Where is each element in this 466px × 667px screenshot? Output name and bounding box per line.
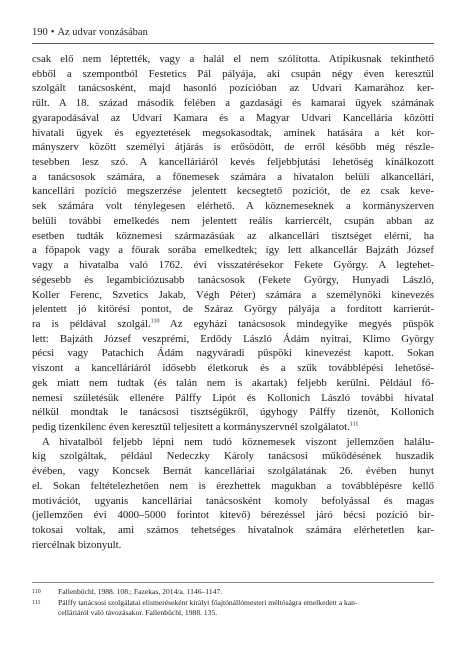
paragraph-line: [32, 170, 434, 185]
line-text: belüli további emelkedés nem jelentett reális karriercélt, csupán abban az: [32, 214, 434, 227]
paragraph-line: [32, 111, 434, 126]
footnote: [32, 598, 434, 609]
line-text: évében, vagy Koncsek Bernát kancelláriai szolgálatának 26. évében hunyt: [32, 465, 434, 478]
line-text: a tanácsosok számára, a főnemesek számára a hivatalon belüli alkancellári,: [32, 170, 434, 183]
paragraph-line: [32, 449, 434, 464]
line-text: sek számára volt ténylegesen elérhető. A köznemeseknek a kormányszerven: [32, 200, 434, 213]
line-text: vagy a hivatalba való 1762. évi visszatérésekor Fekete György. A legtehet-: [32, 259, 434, 272]
footnote-number: 111: [32, 599, 41, 606]
line-text: szolgált tanácsosként, majd hasonló pozícióban az Udvari Kamarához ker-: [32, 82, 434, 95]
paragraph-line: [32, 199, 434, 214]
running-title: Az udvar vonzásában: [57, 27, 148, 38]
paragraph-line: [32, 523, 434, 538]
paragraph-line: [32, 479, 434, 494]
line-text: (jellemzően évi 4000–5000 forintot kitevő) bérezéssel járó bécsi pozíció bir-: [32, 509, 434, 522]
paragraph-line: [32, 67, 434, 82]
line-text: jelentett jó kitörési pontot, de Száraz György pályája a fordított karrierút-: [32, 303, 434, 316]
paragraph-line: [32, 229, 434, 244]
paragraph-line: [32, 96, 434, 111]
line-text: motivációt, ugyanis kancelláriai tanácsosként komoly befolyással és magas: [32, 494, 434, 507]
line-text-tail: Az egyházi tanácsosok mindegyike megyés püspök: [159, 317, 434, 330]
line-text: ségesebb és legambiciózusabb tanácsosok (Fekete György, Hunyadi László,: [32, 273, 434, 286]
line-text: pedig tizenkilenc éven keresztül teljesített a kormányszervnél szolgálatot.: [32, 420, 350, 433]
line-text: esetben tudták köznemesi származásúak az alkancellári tisztséget elérni, ha: [32, 229, 434, 242]
paragraph-line: [32, 302, 434, 317]
footnote-text: celláriáról való távozásakor. Fallenbüchl, 1988. 135.: [58, 608, 218, 617]
paragraph-line: [32, 214, 434, 229]
footnote-reference[interactable]: 111: [349, 421, 359, 428]
line-text: Koller Ferenc, Szvetics Jakab, Végh Péter) számára a személynöki kinevezés: [32, 288, 434, 301]
paragraph-line: [32, 258, 434, 273]
footnote-reference[interactable]: 110: [150, 318, 160, 325]
line-text: nélkül mondtak le tanácsosi tisztségükről, úgyhogy Pálffy tizenöt, Kollonich: [32, 406, 434, 419]
footnote: [32, 587, 434, 598]
paragraph-line: [32, 494, 434, 509]
line-text: viszont a kancelláriáról idősebb életkoruk és a szűk továbblépési lehetősé-: [32, 362, 434, 375]
line-text: gek miatt nem tudtak (és talán nem is akartak) feljebb kerülni. Például fő-: [32, 376, 434, 389]
line-text: A hivatalból feljebb lépni nem tudó köznemesek viszont jellemzően halálu-: [42, 435, 434, 448]
body-text: [32, 52, 434, 552]
footnote: [32, 608, 434, 619]
paragraph-line: [32, 52, 434, 67]
paragraph-line: [32, 126, 434, 141]
paragraph-line: [32, 361, 434, 376]
page-number: 190: [32, 27, 48, 38]
line-text: el. Sokan feltételezhetően nem is érezhettek magukban a továbblépésre kellő: [32, 479, 434, 492]
paragraph-line: [32, 140, 434, 155]
running-header: [32, 26, 434, 44]
line-text: csak elő nem léptették, vagy a halál el nem szólította. Atipikusnak tekinthető: [32, 53, 434, 65]
line-text: mányszerv között személyi átjárás is erősödött, de erről később még részle-: [32, 141, 434, 154]
header-separator: •: [50, 27, 55, 38]
line-text: nemesi születésük ellenére Pálffy Lipót és Kollonich László további hivatal: [32, 391, 434, 404]
paragraph-line: [32, 273, 434, 288]
paragraph-line: [32, 346, 434, 361]
paragraph-line: [32, 243, 434, 258]
line-text: tokosai voltak, ami számos tehetséges hivatalnok számára elérhetetlen kar-: [32, 524, 434, 536]
paragraph-line: [32, 317, 434, 332]
line-text: ra is példával szolgál.: [32, 317, 151, 330]
paragraph-line: [32, 538, 434, 553]
paragraph-line: [32, 376, 434, 391]
paragraph-line: [32, 81, 434, 96]
line-text: pécsi vagy Patachich Ádám nagyváradi püspöki kinevezést kapott. Sokan: [32, 347, 434, 360]
paragraph-line: [32, 420, 434, 435]
footnote-text: Pálffy tanácsosi szolgálatai elismeréseként királyi főajtónállómesteri méltóságra emelkedett a kan-: [58, 597, 358, 607]
line-text: gyarapodásával az Udvari Kamara és a Magyar Udvari Kancellária közötti: [32, 111, 434, 124]
line-text: kig szolgáltak, például Nedeczky Károly tanácsosi működésének huszadik: [32, 450, 434, 463]
paragraph-line: [32, 435, 434, 450]
footnotes: [32, 582, 434, 619]
line-text: a főpapok vagy a főurak sorába emelkedtek; így lett alkancellár Bajzáth József: [32, 244, 434, 257]
paragraph-line: [32, 184, 434, 199]
paragraph-line: [32, 155, 434, 170]
paragraph-line: [32, 508, 434, 523]
footnote-text: Fallenbüchl, 1988. 108.; Fazekas, 2014/a. 1146–1147.: [58, 587, 223, 596]
line-text: hivatali ügyek és egyeztetések megsokasodtak, aminek hatására a két kor-: [32, 126, 434, 139]
line-text: riercélnak bizonyult.: [32, 538, 122, 551]
paragraph-line: [32, 332, 434, 347]
paragraph-line: [32, 391, 434, 406]
line-text: rült. A 18. század második felében a gazdasági és kamarai ügyek számának: [32, 97, 434, 110]
line-text: kancellári pozíció megszerzése jelentett kecsegtető pozíciót, de ez csak keve-: [32, 185, 434, 198]
line-text: lett: Bajzáth József veszprémi, Erdődy László Ádám nyitrai, Klimo György: [32, 332, 434, 345]
paragraph-line: [32, 288, 434, 303]
paragraph-line: [32, 464, 434, 479]
line-text: tesebben lesz szó. A kancelláriáról kevés feljebbjutási lehetőség kínálkozott: [32, 156, 434, 169]
line-text: ebből a szempontból Festetics Pál pályája, aki csupán négy éven keresztül: [32, 67, 434, 80]
footnote-number: 110: [32, 589, 41, 595]
paragraph-line: [32, 405, 434, 420]
